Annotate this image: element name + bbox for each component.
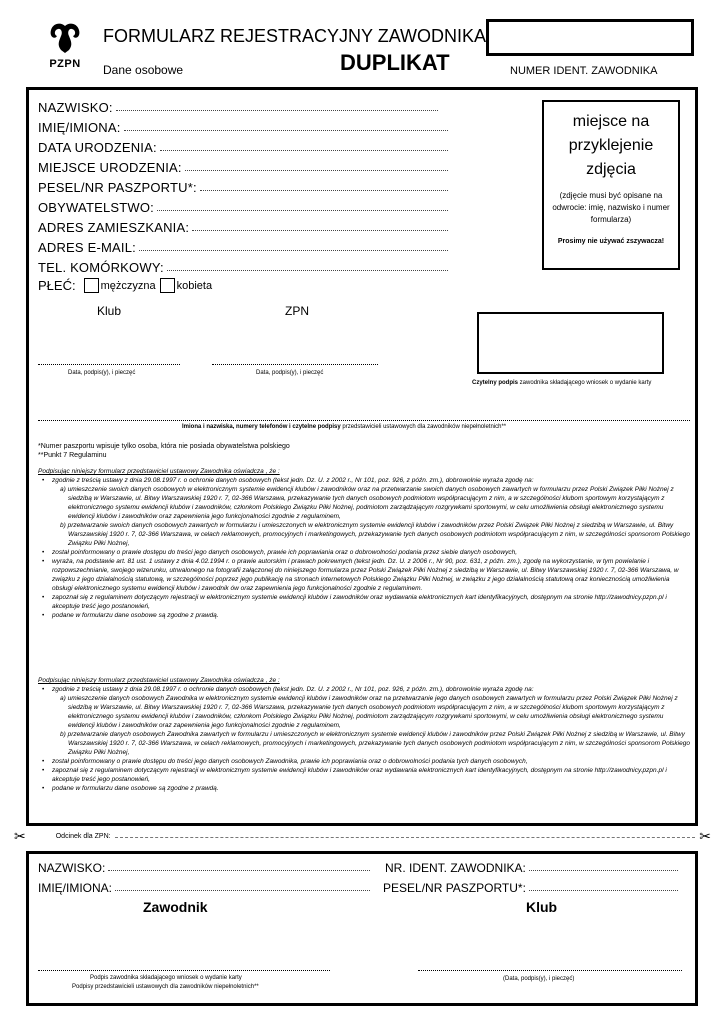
caption-rest: zawodnika składającego wniosek o wydanie karty bbox=[518, 380, 652, 386]
consent-item: • podane w formularzu dane osobowe są zgodne z prawdą. bbox=[38, 611, 690, 620]
form-subtitle: Dane osobowe bbox=[103, 63, 184, 77]
applicant-signature-box[interactable] bbox=[477, 312, 664, 374]
field-label: NAZWISKO: bbox=[38, 100, 113, 115]
consent-item: • podane w formularzu dane osobowe są zgodne z prawdą. bbox=[38, 784, 690, 793]
field-input-line[interactable] bbox=[124, 129, 448, 131]
player-id-box[interactable] bbox=[486, 19, 694, 56]
stub-id-label: NR. IDENT. ZAWODNIKA: bbox=[385, 861, 526, 875]
club-label: Klub bbox=[97, 304, 122, 318]
stub-player-caption-1: Podpis zawodnika składającego wniosek o wydanie karty bbox=[90, 975, 242, 981]
photo-title-1: miejsce na bbox=[572, 113, 650, 130]
consent-item: • został poinformowany o prawie dostępu do treści jego danych osobowych, prawie ich poprawiania oraz o dobrowolności podania przez siebie danych osobowych, bbox=[38, 548, 690, 557]
field-label: IMIĘ/IMIONA: bbox=[38, 120, 121, 135]
zpn-signature-line[interactable] bbox=[212, 363, 378, 365]
photo-note: (zdjęcie musi być opisane na odwrocie: imię, nazwisko i numer formularza) bbox=[552, 191, 670, 224]
stub-surname-label: NAZWISKO: bbox=[38, 861, 106, 875]
stub-club-caption: (Data, podpis(y), i pieczęć) bbox=[503, 976, 575, 982]
field-input-line[interactable] bbox=[116, 109, 438, 111]
applicant-signature-caption bbox=[472, 380, 651, 386]
consent-subitem: a) umieszczenie swoich danych osobowych w elektronicznym systemie ewidencji klubów i zawodników oraz na przetwarzanie swoich danych osobowych zawartych w formularzu przez Polski Związek Piłki Nożnej z siedzibą w Warszawie, ul. Bitwy Warszawskiej 1920 r. 7, 02-366 Warszawa, przekazywanie tych danych osobowych podmiotom współpracującym z nim, a w szczególności klubom sportowym korzystającym z elektronicznego systemu ewidencji klubów i zawodników, członkom Polskiego Związku Piłki Nożnej, podmiotom zarządzającym rozgrywkami sportowymi, w celu umożliwienia obsługi elektronicznego systemu ewidencji klubów i zawodników oraz zapewnienia jego funkcjonalności zgodnie z regulaminem, bbox=[60, 486, 674, 520]
stub-player-caption-2: Podpisy przedstawicieli ustawowych dla zawodników niepełnoletnich** bbox=[72, 984, 259, 990]
consent-item: • zapoznał się z regulaminem dotyczącym rejestracji w elektronicznym systemie ewidencji klubów i zawodników oraz wydawania elektronicznych kart identyfikacyjnych, dostępnym na stronie http://zawodnicy.pzpn.pl i akceptuje treść jego postanowień, bbox=[38, 593, 690, 611]
field-row-address[interactable] bbox=[38, 215, 448, 235]
consent-item: • wyraża, na podstawie art. 81 ust. 1 ustawy z dnia 4.02.1994 r. o prawie autorskim i prawach pokrewnych (tekst jedn. Dz. U. z 2006 r., Nr 90, poz. 631, z późn. zm.), zgodę na wykorzystanie, w tym powielanie i rozpowszechnianie, swojego wizerunku, utrwalonego na fotografii załączonej do niniejszego formularza przez Polski Związek Piłki Nożnej z siedzibą w Warszawie, ul. Bitwy Warszawskiej 1920 r. 7, 02-366 Warszawa, w związku z jego działalnością statutową, w szczególności poprzez jego publikację na stronach internetowych Polskiego Związku Piłki Nożnej, w związku z jego działalnością statutową oraz koniecznością umożliwienia obsługi elektronicznego systemu ewidencji klubów i zawodnik ów oraz zapewnienia jego funkcjonalności zgodnie z regulaminem. bbox=[38, 557, 690, 593]
scissors-icon: ✂ bbox=[14, 828, 26, 844]
zpn-signature-caption: Data, podpis(y), i pieczęć bbox=[256, 370, 324, 376]
representatives-caption bbox=[182, 424, 506, 430]
field-input-line[interactable] bbox=[529, 889, 678, 891]
footnote-regulation: **Punkt 7 Regulaminu bbox=[38, 452, 107, 459]
caption-bold: Czytelny podpis bbox=[472, 380, 519, 386]
field-label: OBYWATELSTWO: bbox=[38, 200, 154, 215]
consent-heading: Podpisując niniejszy formularz przedstawiciel ustawowy Zawodnika oświadcza , że : bbox=[38, 468, 280, 475]
photo-placeholder bbox=[542, 100, 680, 270]
eagle-icon bbox=[47, 20, 83, 56]
field-input-line[interactable] bbox=[529, 869, 678, 871]
footnote-passport: *Numer paszportu wpisuje tylko osoba, która nie posiada obywatelstwa polskiego bbox=[38, 443, 290, 450]
female-checkbox[interactable] bbox=[160, 278, 175, 293]
representatives-signature-line[interactable] bbox=[38, 419, 690, 421]
field-label: ADRES E-MAIL: bbox=[38, 240, 136, 255]
dashed-line bbox=[115, 836, 696, 838]
club-signature-caption: Data, podpis(y), i pieczęć bbox=[68, 370, 136, 376]
scissors-icon: ✂ bbox=[699, 828, 711, 844]
consent-section-1 bbox=[38, 467, 690, 620]
field-input-line[interactable] bbox=[108, 869, 370, 871]
stub-pesel-row[interactable] bbox=[383, 881, 678, 895]
field-row-mobile[interactable] bbox=[38, 255, 448, 275]
cut-label: Odcinek dla ZPN: bbox=[55, 833, 111, 840]
gender-row bbox=[38, 278, 212, 293]
player-id-label: NUMER IDENT. ZAWODNIKA bbox=[510, 65, 658, 77]
consent-section-2 bbox=[38, 676, 690, 793]
zpn-label: ZPN bbox=[285, 304, 309, 318]
field-row-email[interactable] bbox=[38, 235, 448, 255]
pzpn-logo bbox=[44, 20, 86, 78]
stub-names-label: IMIĘ/IMIONA: bbox=[38, 881, 113, 895]
stub-player-signature-line[interactable] bbox=[38, 969, 330, 971]
form-title: FORMULARZ REJESTRACYJNY ZAWODNIKA bbox=[103, 26, 487, 46]
consent-item: • został poinformowany o prawie dostępu do treści jego danych osobowych Zawodnika, prawie ich poprawiania oraz o dobrowolności podania tych danych osobowych, bbox=[38, 757, 690, 766]
stub-names-row[interactable] bbox=[38, 881, 370, 895]
cut-line bbox=[14, 828, 711, 845]
field-row-birth-date[interactable] bbox=[38, 135, 448, 155]
field-label: PESEL/NR PASZPORTU*: bbox=[38, 180, 197, 195]
stub-pesel-label: PESEL/NR PASZPORTU*: bbox=[383, 881, 526, 895]
female-label: kobieta bbox=[176, 279, 213, 292]
footnotes bbox=[38, 442, 290, 460]
field-input-line[interactable] bbox=[115, 889, 370, 891]
field-input-line[interactable] bbox=[200, 189, 448, 191]
photo-title-2: przyklejenie bbox=[568, 137, 654, 154]
field-row-pesel[interactable] bbox=[38, 175, 448, 195]
logo-text: PZPN bbox=[49, 58, 81, 70]
consent-heading: Podpisując niniejszy formularz przedstawiciel ustawowy Zawodnika oświadcza , że : bbox=[38, 677, 280, 684]
stub-surname-row[interactable] bbox=[38, 861, 370, 875]
field-input-line[interactable] bbox=[167, 269, 448, 271]
caption-rest: przedstawicieli ustawowych dla zawodników niepełnoletnich** bbox=[340, 424, 507, 430]
male-label: mężczyzna bbox=[100, 279, 156, 292]
stapler-warning: Prosimy nie używać zszywacza! bbox=[557, 238, 665, 245]
field-input-line[interactable] bbox=[192, 229, 448, 231]
male-checkbox[interactable] bbox=[84, 278, 99, 293]
field-row-first-names[interactable] bbox=[38, 115, 448, 135]
club-signature-line[interactable] bbox=[38, 363, 180, 365]
stub-club-signature-line[interactable] bbox=[418, 969, 682, 971]
consent-item: • zgodnie z treścią ustawy z dnia 29.08.1997 r. o ochronie danych osobowych (tekst jedn. Dz. U. z 2002 r., Nr 101, poz. 926, z późn. zm.), dobrowolnie wyraża zgodę na: bbox=[38, 685, 690, 694]
field-row-surname[interactable] bbox=[38, 95, 438, 115]
field-label: MIEJSCE URODZENIA: bbox=[38, 160, 182, 175]
caption-bold: Imiona i nazwiska, numery telefonów i czytelne podpisy bbox=[182, 424, 341, 430]
field-label: ADRES ZAMIESZKANIA: bbox=[38, 220, 190, 235]
field-label: DATA URODZENIA: bbox=[38, 140, 157, 155]
field-input-line[interactable] bbox=[160, 149, 448, 151]
duplicate-label: DUPLIKAT bbox=[340, 50, 450, 75]
field-row-citizenship[interactable] bbox=[38, 195, 448, 215]
stub-id-row[interactable] bbox=[385, 861, 678, 875]
field-input-line[interactable] bbox=[157, 209, 448, 211]
stub-player-heading: Zawodnik bbox=[143, 899, 208, 915]
consent-subitem: b) przetwarzanie swoich danych osobowych zawartych w formularzu i umieszczonych w elektronicznym systemie ewidencji klubów i zawodników przez Polski Związek Piłki Nożnej z siedzibą w Warszawie, ul. Bitwy Warszawskiej 1920 r. 7, 02-366 Warszawa, w celach reklamowych, promocyjnych i marketingowych, przekazywanie tych danych osobowych podmiotom współpracującym z nim, w szczególności sponsorom Polskiego Związku Piłki Nożnej, bbox=[60, 522, 690, 547]
consent-item: • zgodnie z treścią ustawy z dnia 29.08.1997 r. o ochronie danych osobowych (tekst jedn. Dz. U. z 2002 r., Nr 101, poz. 926, z późn. zm.), dobrowolnie wyraża zgodę na: bbox=[38, 476, 690, 485]
field-input-line[interactable] bbox=[185, 169, 448, 171]
field-input-line[interactable] bbox=[139, 249, 448, 251]
field-label: TEL. KOMÓRKOWY: bbox=[38, 260, 164, 275]
consent-subitem: b) przetwarzanie danych osobowych Zawodnika zawartych w formularzu i umieszczonych w elektronicznym systemie ewidencji klubów i zawodników przez Polski Związek Piłki Nożnej z siedzibą w Warszawie, ul. Bitwy Warszawskiej 1920 r. 7, 02-366 Warszawa, w celach reklamowych, promocyjnych i marketingowych, przekazywanie tych danych osobowych podmiotom współpracującym z nim, w szczególności sponsorom Polskiego Związku Piłki Nożnej, bbox=[60, 731, 690, 756]
photo-title-3: zdjęcia bbox=[586, 161, 636, 178]
stub-club-heading: Klub bbox=[526, 899, 558, 915]
consent-item: • zapoznał się z regulaminem dotyczącym rejestracji w elektronicznym systemie ewidencji klubów i zawodników oraz wydawania elektronicznych kart identyfikacyjnych, dostępnym na stronie http://zawodnicy.pzpn.pl i akceptuje treść jego postanowień, bbox=[38, 766, 690, 784]
gender-label: PŁEĆ: bbox=[38, 278, 76, 293]
consent-subitem: a) umieszczenie danych osobowych Zawodnika w elektronicznym systemie ewidencji klubów i zawodników oraz na przetwarzanie jego danych osobowych zawartych w formularzu przez Polski Związek Piłki Nożnej z siedzibą w Warszawie, ul. Bitwy Warszawskiej 1920 r. 7, 02-366 Warszawa, przekazywanie tych danych osobowych podmiotom współpracującym z nim, a w szczególności klubom sportowym korzystającym z elektronicznego systemu ewidencji klubów i zawodników, członkom Polskiego Związku Piłki Nożnej, podmiotom zarządzającym rozgrywkami sportowymi, w celu umożliwienia obsługi elektronicznego systemu ewidencji klubów i zawodników oraz zapewnienia jego funkcjonalności zgodnie z regulaminem, bbox=[60, 695, 678, 729]
field-row-birth-place[interactable] bbox=[38, 155, 448, 175]
